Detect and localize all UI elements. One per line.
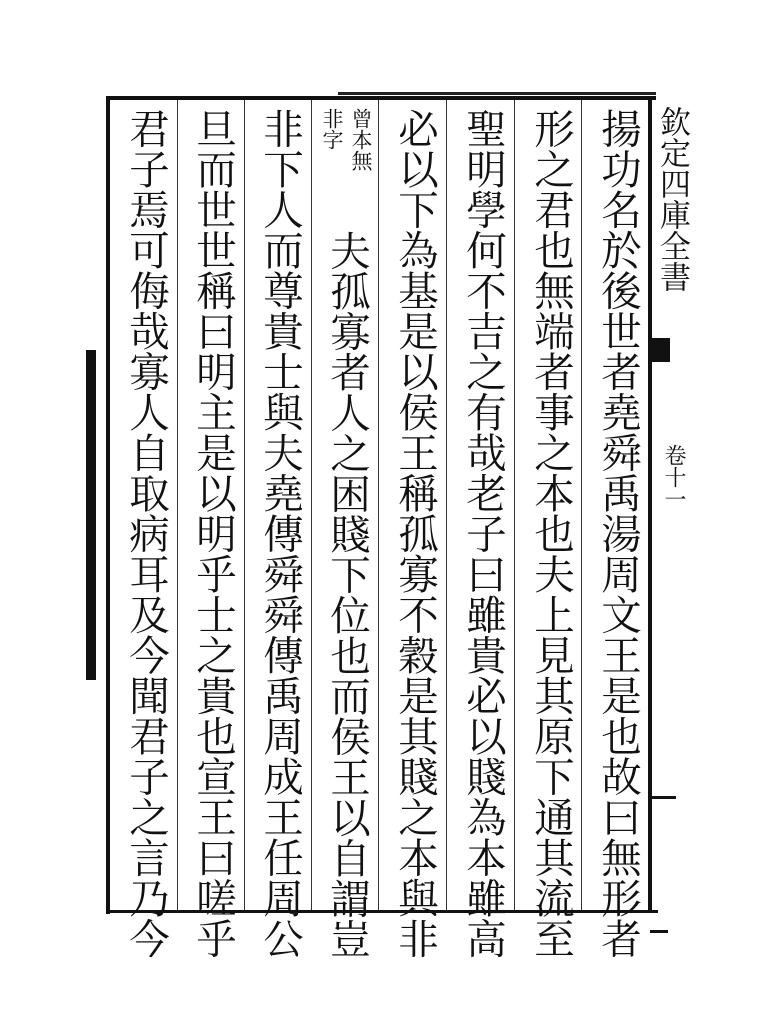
column-divider (446, 100, 447, 910)
column-divider (311, 100, 312, 910)
column-divider (378, 100, 379, 910)
annotation-note-line-1: 曾本無 (349, 108, 373, 171)
volume-label: 卷十一 (661, 444, 686, 510)
frame-top-rule (108, 96, 656, 100)
text-column-6: 非下人而尊貴士與夫堯傳舜舜傳禹周成王任周公 (256, 108, 304, 959)
column-divider (177, 100, 178, 910)
column-divider (244, 100, 245, 910)
margin-header (652, 100, 696, 912)
text-column-1: 揚功名於後世者堯舜禹湯周文王是也故曰無形者 (594, 108, 642, 959)
text-column-2: 形之君也無端者事之本也夫上見其原下通其流至 (527, 108, 575, 959)
text-column-7: 旦而世世稱曰明主是以明乎士之貴也宣王曰嗟乎 (189, 108, 237, 959)
column-divider (581, 100, 582, 910)
fish-tail-mark (652, 338, 670, 362)
text-column-8: 君子焉可侮哉寡人自取病耳及今聞君子之言乃今 (122, 108, 170, 959)
annotation-note-line-2: 非字 (320, 108, 344, 150)
text-column-5: 夫孤寡者人之困賤下位也而侯王以自謂豈 (323, 230, 371, 959)
frame-left-rule (106, 96, 110, 914)
text-column-3: 聖明學何不吉之有哉老子曰雖貴必以賤為本雖高 (459, 108, 507, 959)
book-title: 欽定四庫全書 (654, 106, 690, 292)
margin-tick (652, 796, 676, 799)
text-column-4: 必以下為基是以侯王稱孤寡不穀是其賤之本與非 (391, 108, 439, 959)
binding-edge-mark (86, 350, 96, 680)
column-divider (514, 100, 515, 910)
frame-top-rule-upper (338, 92, 656, 95)
margin-tick (650, 930, 668, 933)
